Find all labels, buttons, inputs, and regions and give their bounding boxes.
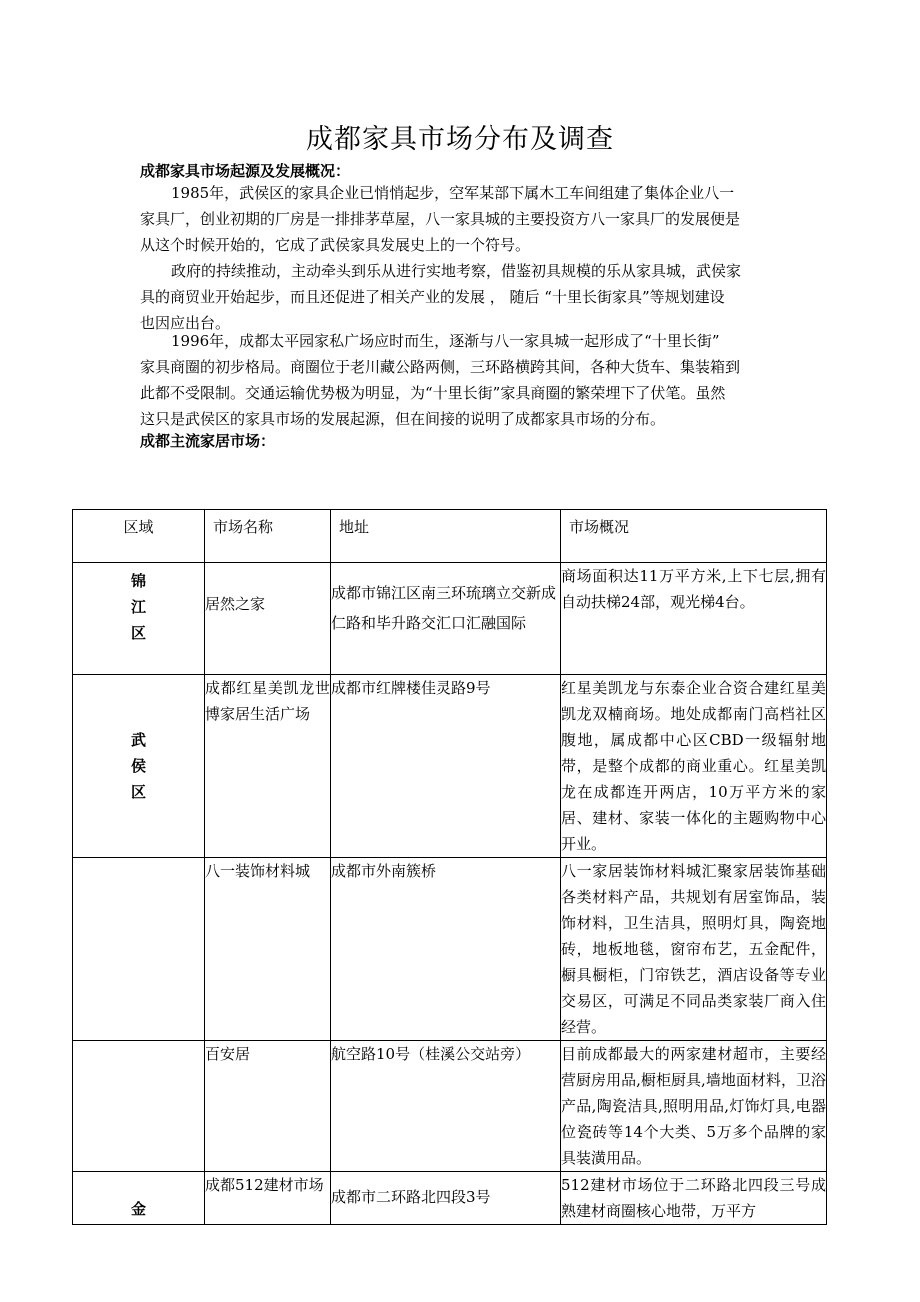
header-market-name: 市场名称 [205,510,331,563]
region-cell [73,1041,205,1172]
paragraph-line: 1985年，武侯区的家具企业已悄悄起步，空军某部下属木工车间组建了集体企业八一 [171,184,735,202]
table-row [73,1041,827,1172]
market-name-cell: 成都512建材市场 [205,1172,331,1225]
overview-cell: 红星美凯龙与东泰企业合资合建红星美凯龙双楠商场。地处成都南门高档社区腹地，属成都中心区CBD一级辐射地带，是整个成都的商业重心。红星美凯龙在成都连开两店，10万平方米的家居、建材、家装一体化的主题购物中心开业。 [561,675,827,858]
region-cell: 金 [73,1172,205,1225]
header-address: 地址 [331,510,561,563]
market-name-cell: 居然之家 [205,563,331,675]
overview-cell: 商场面积达11万平方米,上下七层,拥有自动扶梯24部，观光梯4台。 [561,563,827,675]
paragraph-line: 政府的持续推动，主动牵头到乐从进行实地考察，借鉴初具规模的乐从家具城，武侯家 [171,262,742,280]
paragraph-line: 家具商圈的初步格局。商圈位于老川藏公路两侧，三环路横跨其间，各种大货车、集装箱到 [140,358,741,376]
overview-cell: 八一家居装饰材料城汇聚家居装饰基础各类材料产品，共规划有居室饰品，装饰材料，卫生洁具，照明灯具，陶瓷地砖，地板地毯，窗帘布艺，五金配件，橱具橱柜，门帘铁艺，酒店设备等专业交易区，可满足不同品类家装厂商入住经营。 [561,858,827,1041]
address-cell: 成都市锦江区南三环琉璃立交新成仁路和毕升路交汇口汇融国际 [331,563,561,675]
header-overview: 市场概况 [561,510,827,563]
section-heading-markets: 成都主流家居市场： [140,432,276,450]
paragraph-1996 [140,328,790,432]
table-header-row [73,510,827,563]
table-row [73,675,827,858]
paragraph-line: 具的商贸业开始起步，而且还促进了相关产业的发展 ， 随后 “十里长街家具”等规划建设 [140,288,725,306]
address-cell: 成都市外南簇桥 [331,858,561,1041]
market-name-cell: 百安居 [205,1041,331,1172]
paragraph-line: 1996年，成都太平园家私广场应时而生，逐渐与八一家具城一起形成了“十里长街” [171,332,720,350]
paragraph-government [140,258,790,336]
overview-cell: 512建材市场位于二环路北四段三号成熟建材商圈核心地带，万平方 [561,1172,827,1225]
paragraph-line: 从这个时候开始的，它成了武侯家具发展史上的一个符号。 [140,236,531,254]
header-region: 区域 [73,510,205,563]
paragraph-line: 此都不受限制。交通运输优势极为明显，为“十里长街”家具商圈的繁荣埋下了伏笔。虽然 [140,384,726,402]
address-cell: 航空路10号（桂溪公交站旁） [331,1041,561,1172]
table-row [73,858,827,1041]
market-name-cell: 成都红星美凯龙世博家居生活广场 [205,675,331,858]
market-table [72,509,827,1225]
table-row [73,1172,827,1225]
page-title: 成都家具市场分布及调查 [306,124,614,155]
overview-cell: 目前成都最大的两家建材超市，主要经营厨房用品,橱柜厨具,墙地面材料，卫浴产品,陶瓷洁具,照明用品,灯饰灯具,电器位瓷砖等14个大类、5万多个品牌的家具装潢用品。 [561,1041,827,1172]
market-name-cell: 八一装饰材料城 [205,858,331,1041]
address-cell: 成都市红牌楼佳灵路9号 [331,675,561,858]
paragraph-line: 也因应出台。 [140,314,231,332]
table-row [73,563,827,675]
paragraph-line: 这只是武侯区的家具市场的发展起源，但在间接的说明了成都家具市场的分布。 [140,410,666,428]
address-cell: 成都市二环路北四段3号 [331,1172,561,1225]
paragraph-line: 家具厂，创业初期的厂房是一排排茅草屋，八一家具城的主要投资方八一家具厂的发展便是 [140,210,741,228]
section-heading-origin: 成都家具市场起源及发展概况： [140,162,351,180]
region-cell: 锦 江 区 [73,563,205,675]
region-cell [73,858,205,1041]
region-cell: 武 侯 区 [73,675,205,858]
paragraph-1985 [140,180,790,258]
